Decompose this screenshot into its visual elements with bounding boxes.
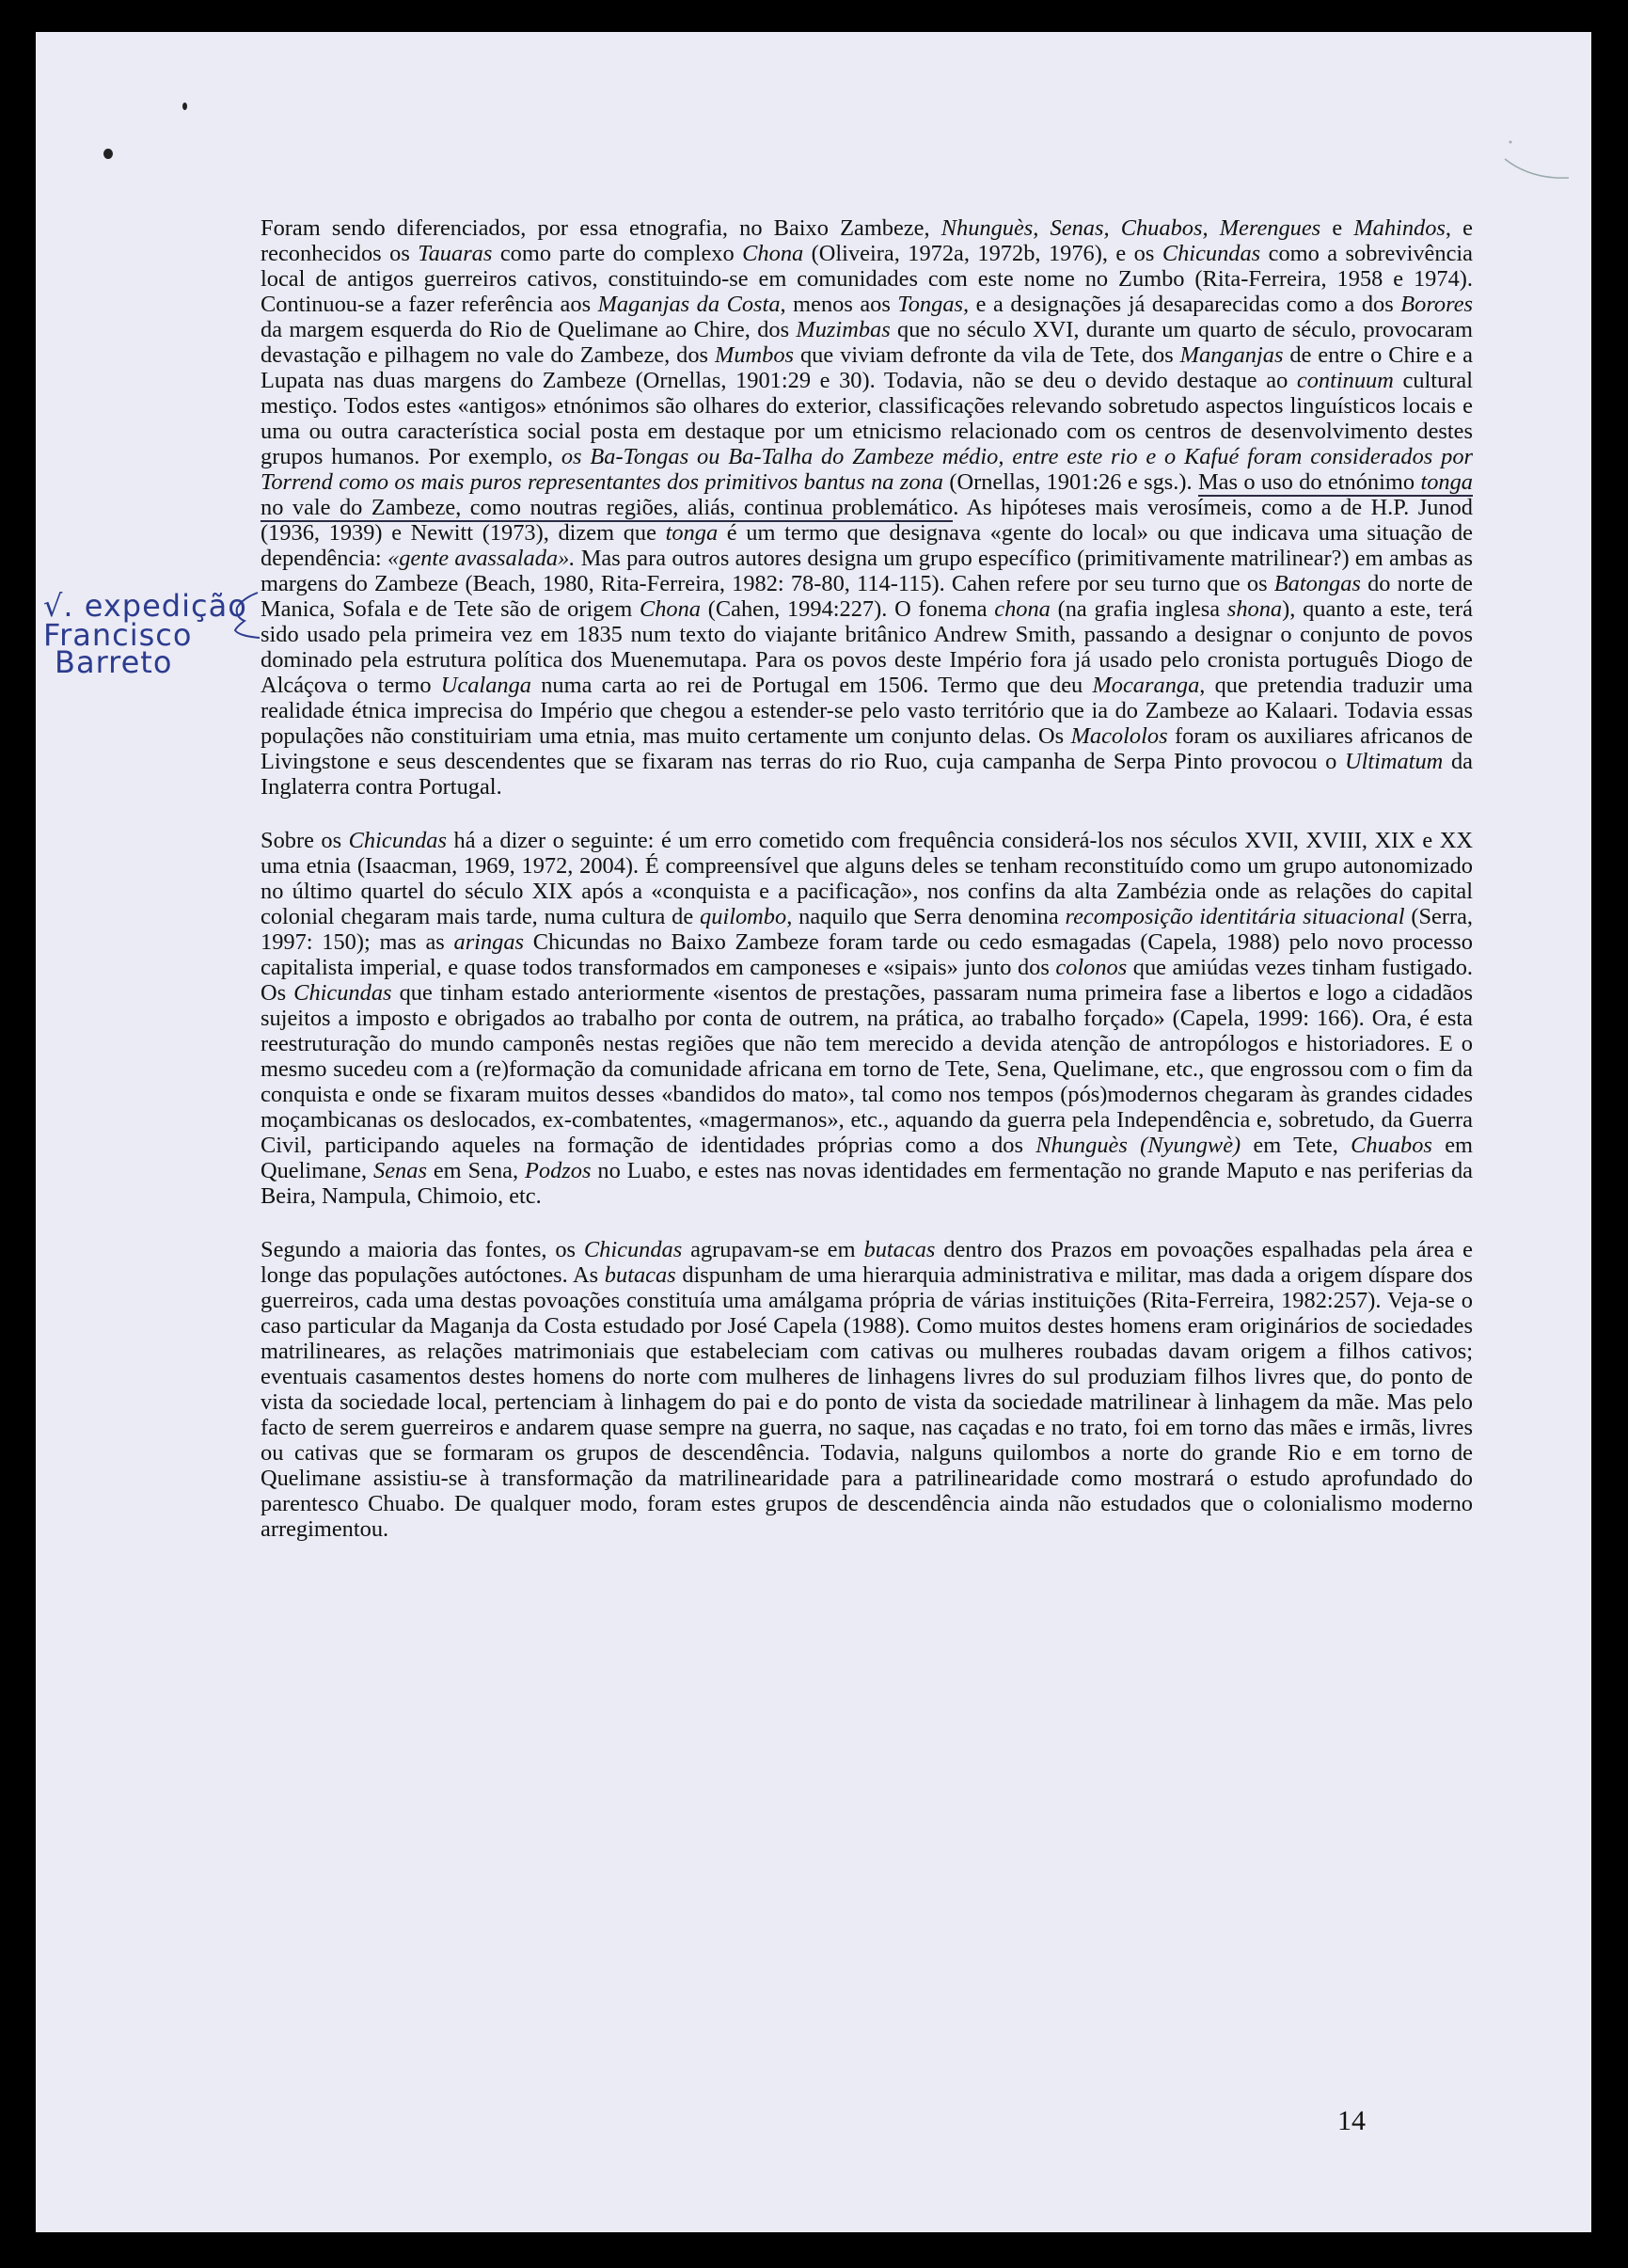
handwritten-margin-note [43,588,247,680]
paragraph-3: Segundo a maioria das fontes, os Chicundas agrupavam-se em butacas dentro dos Prazos em povoações espalhadas pela área e longe das populações autóctones. As butacas dispunham de uma hierarquia administrativa e militar, mas dada a origem díspare dos guerreiros, cada uma destas povoações constituía uma amálgama própria de várias instituições (Rita-Ferreira, 1982:257). Veja-se o caso particular da Maganja da Costa estudado por José Capela (1988). Como muitos destes homens eram originários de sociedades matrilineares, as relações matrimoniais que estabeleciam com cativas ou mulheres roubadas davam origem a filhos cativos; eventuais casamentos destes homens do norte com mulheres de linhagens livres do sul produziam filhos livres que, do ponto de vista da sociedade local, pertenciam à linhagem do pai e do ponto de vista da sociedade matrilinear à linhagem da mãe. Mas pelo facto de serem guerreiros e andarem quase sempre na guerra, no saque, nas caçadas e no trato, foi em torno das mães e irmãs, livres ou cativas que se formaram os grupos de descendência. Todavia, nalguns quilombos a norte do grande Rio e em torno de Quelimane assistiu-se à transformação da matrilinearidade para a patrilinearidade como mostrará o estudo aprofundado do parentesco Chuabo. De qualquer modo, foram estes grupos de descendência ainda não estudados que o colonialismo moderno arregimentou. [261,1237,1474,1542]
paragraph-2: Sobre os Chicundas há a dizer o seguinte: é um erro cometido com frequência considerá-los nos séculos XVII, XVIII, XIX e XX uma etnia (Isaacman, 1969, 1972, 2004). É compreensível que alguns deles se tenham reconstituído como um grupo autonomizado no último quartel do século XIX após a «conquista e a pacificação», nos confins da alta Zambézia onde as relações do capital colonial chegaram mais tarde, numa cultura de quilombo, naquilo que Serra denomina recomposição identitária situacional (Serra, 1997: 150); mas as aringas Chicundas no Baixo Zambeze foram tarde ou cedo esmagadas (Capela, 1988) pelo novo processo capitalista imperial, e quase todos transformados em camponeses e «sipais» junto dos colonos que amiúdas vezes tinham fustigado. Os Chicundas que tinham estado anteriormente «isentos de prestações, passaram numa primeira fase a libertos e logo a cidadãos sujeitos a imposto e obrigados ao trabalho por conta de outrem, na prática, ao trabalho forçado» (Capela, 1999: 166). Ora, é esta reestruturação do mundo camponês nestas regiões que não tem merecido a devida atenção de antropólogos e historiadores. E o mesmo sucedeu com a (re)formação da comunidade africana em torno de Tete, Sena, Quelimane, etc., que engrossou com o fim da conquista e onde se fixaram muitos desses «bandidos do mato», tal como nos tempos (pós)modernos chegaram às grandes cidades moçambicanas os deslocados, ex-combatentes, «magermanos», etc., aquando da guerra pela Independência e, sobretudo, da Guerra Civil, participando aqueles na formação de identidades próprias como a dos Nhunguès (Nyungwè) em Tete, Chuabos em Quelimane, Senas em Sena, Podzos no Luabo, e estes nas novas identidades em fermentação no grande Maputo e nas periferias da Beira, Nampula, Chimoio, etc. [261,828,1474,1209]
underlined-passage: Mas o uso do etnónimo tonga no vale do Zambeze, como noutras regiões, aliás, continua problemático [261,469,1473,520]
handwritten-line-2: Francisco [43,617,193,653]
paragraph-1: Foram sendo diferenciados, por essa etnografia, no Baixo Zambeze, Nhunguès, Senas, Chuabos, Merengues e Mahindos, e reconhecidos os Tauaras como parte do complexo Chona (Oliveira, 1972a, 1972b, 1976), e os Chicundas como a sobrevivência local de antigos guerreiros cativos, constituindo-se em comunidades com este nome no Zumbo (Rita-Ferreira, 1958 e 1974). Continuou-se a fazer referência aos Maganjas da Costa, menos aos Tongas, e a designações já desaparecidas como a dos Borores da margem esquerda do Rio de Quelimane ao Chire, dos Muzimbas que no século XVI, durante um quarto de século, provocaram devastação e pilhagem no vale do Zambeze, dos Mumbos que viviam defronte da vila de Tete, dos Manganjas de entre o Chire e a Lupata nas duas margens do Zambeze (Ornellas, 1901:29 e 30). Todavia, não se deu o devido destaque ao continuum cultural mestiço. Todos estes «antigos» etnónimos são olhares do exterior, classificações relevando sobretudo aspectos linguísticos locais e uma ou outra característica social posta em destaque por um etnicismo relacionado com os centros de desenvolvimento destes grupos humanos. Por exemplo, os Ba-Tongas ou Ba-Talha do Zambeze médio, entre este rio e o Kafué foram considerados por Torrend como os mais puros representantes dos primitivos bantus na zona (Ornellas, 1901:26 e sgs.). Mas o uso do etnónimo tonga no vale do Zambeze, como noutras regiões, aliás, continua problemático. As hipóteses mais verosímeis, como a de H.P. Junod (1936, 1939) e Newitt (1973), dizem que tonga é um termo que designava «gente do local» ou que indicava uma situação de dependência: «gente avassalada». Mas para outros autores designa um grupo específico (primitivamente matrilinear?) em ambas as margens do Zambeze (Beach, 1980, Rita-Ferreira, 1982: 78-80, 114-115). Cahen refere por seu turno que os Batongas do norte de Manica, Sofala e de Tete são de origem Chona (Cahen, 1994:227). O fonema chona (na grafia inglesa shona), quanto a este, terá sido usado pela primeira vez em 1835 num texto do viajante britânico Andrew Smith, passando a designar o conjunto de povos dominado pela estrutura política dos Muenemutapa. Para os povos deste Império fora já usado pelo cronista português Diogo de Alcáçova o termo Ucalanga numa carta ao rei de Portugal em 1506. Termo que deu Mocaranga, que pretendia traduzir uma realidade étnica imprecisa do Império que chegou a estender-se pelo vasto território que ia do Zambeze ao Kalaari. Todavia essas populações não constituiriam uma etnia, mas muito certamente um conjunto delas. Os Macololos foram os auxiliares africanos de Livingstone e seus descendentes que se fixaram nas terras do rio Ruo, cuja campanha de Serpa Pinto provocou o Ultimatum da Inglaterra contra Portugal. [261,215,1474,800]
document-page [36,32,1591,2232]
handwritten-line-3: Barreto [55,644,173,680]
page-curl-mark [1503,121,1578,187]
handwritten-bracket [229,589,263,640]
handwritten-line-1: √. expedição [43,588,247,624]
page-number: 14 [1337,2105,1366,2136]
punch-mark [103,149,113,159]
body-text [261,215,1473,1542]
scan-speck [182,103,187,110]
